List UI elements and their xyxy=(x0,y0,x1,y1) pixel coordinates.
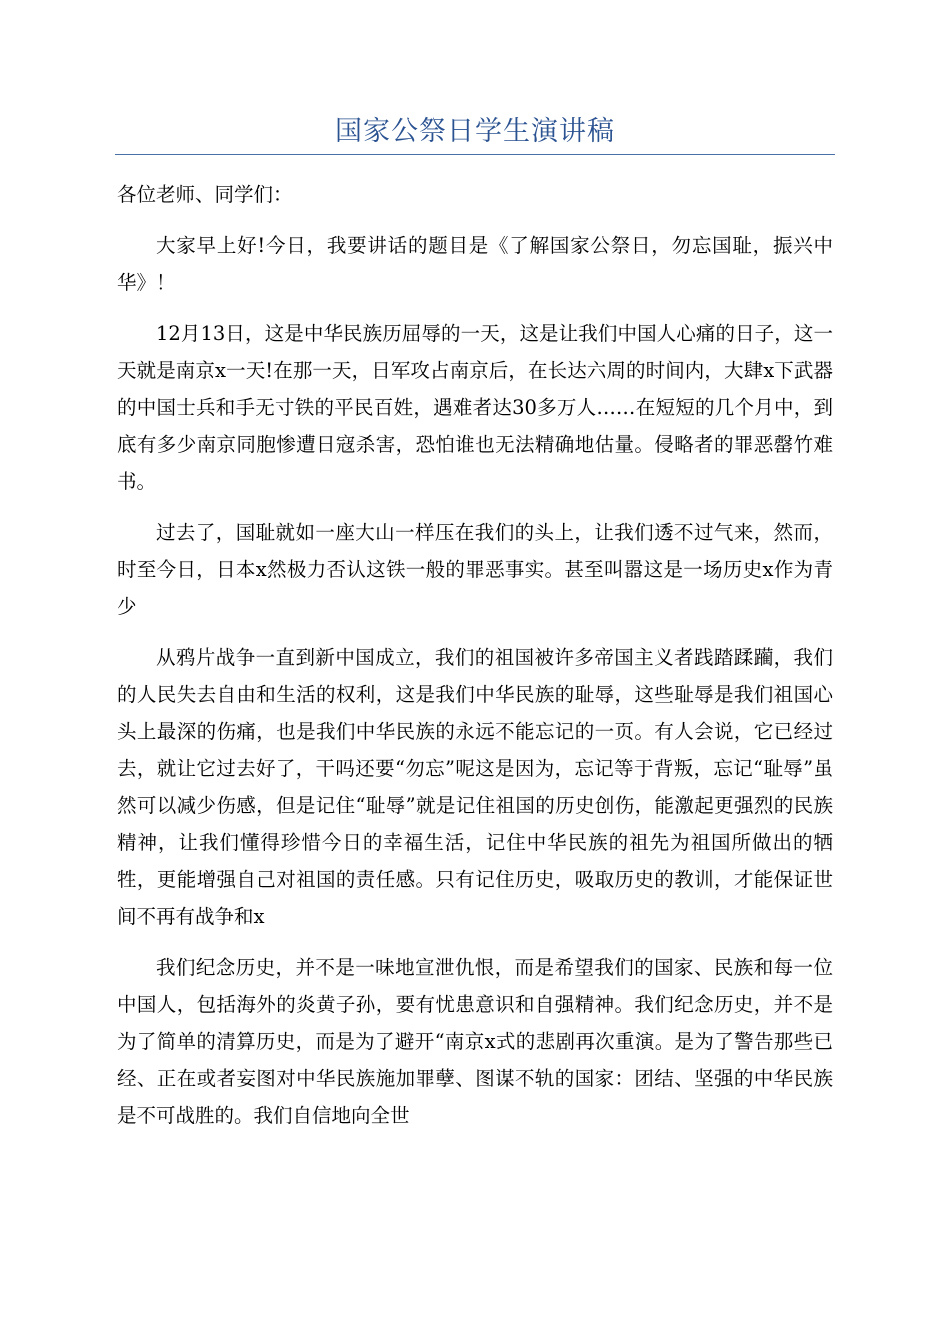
title-underline xyxy=(115,154,835,155)
paragraph-3: 过去了，国耻就如一座大山一样压在我们的头上，让我们透不过气来，然而，时至今日，日本x然极力否认这铁一般的罪恶事实。甚至叫嚣这是一场历史x作为青少 xyxy=(117,521,833,618)
document-body xyxy=(117,176,833,1148)
paragraph-5: 我们纪念历史，并不是一味地宣泄仇恨，而是希望我们的国家、民族和每一位中国人，包括海外的炎黄子孙，要有忧患意识和自强精神。我们纪念历史，并不是为了简单的清算历史，而是为了避开“南京x式的悲剧再次重演。是为了警告那些已经、正在或者妄图对中华民族施加罪孽、图谋不轨的国家：团结、坚强的中华民族是不可战胜的。我们自信地向全世 xyxy=(117,956,833,1127)
document-title: 国家公祭日学生演讲稿 xyxy=(335,116,615,147)
paragraph-4: 从鸦片战争一直到新中国成立，我们的祖国被许多帝国主义者践踏蹂躏，我们的人民失去自由和生活的权利，这是我们中华民族的耻辱，这些耻辱是我们祖国心头上最深的伤痛，也是我们中华民族的永远不能忘记的一页。有人会说，它已经过去，就让它过去好了，干吗还要“勿忘”呢这是因为，忘记等于背叛，忘记“耻辱”虽然可以减少伤感，但是记住“耻辱”就是记住祖国的历史创伤，能激起更强烈的民族精神，让我们懂得珍惜今日的幸福生活，记住中华民族的祖先为祖国所做出的牺牲，更能增强自己对祖国的责任感。只有记住历史，吸取历史的教训，才能保证世间不再有战争和x xyxy=(117,646,833,928)
salutation: 各位老师、同学们： xyxy=(117,183,293,206)
paragraph-2: 12月13日，这是中华民族历屈辱的一天，这是让我们中国人心痛的日子，这一天就是南京x一天!在那一天，日军攻占南京后，在长达六周的时间内，大肆x下武器的中国士兵和手无寸铁的平民百姓，遇难者达30多万人……在短短的几个月中，到底有多少南京同胞惨遭日寇杀害，恐怕谁也无法精确地估量。侵略者的罪恶罄竹难书。 xyxy=(117,322,833,493)
paragraph-1: 大家早上好!今日，我要讲话的题目是《了解国家公祭日，勿忘国耻，振兴中华》！ xyxy=(117,234,833,294)
